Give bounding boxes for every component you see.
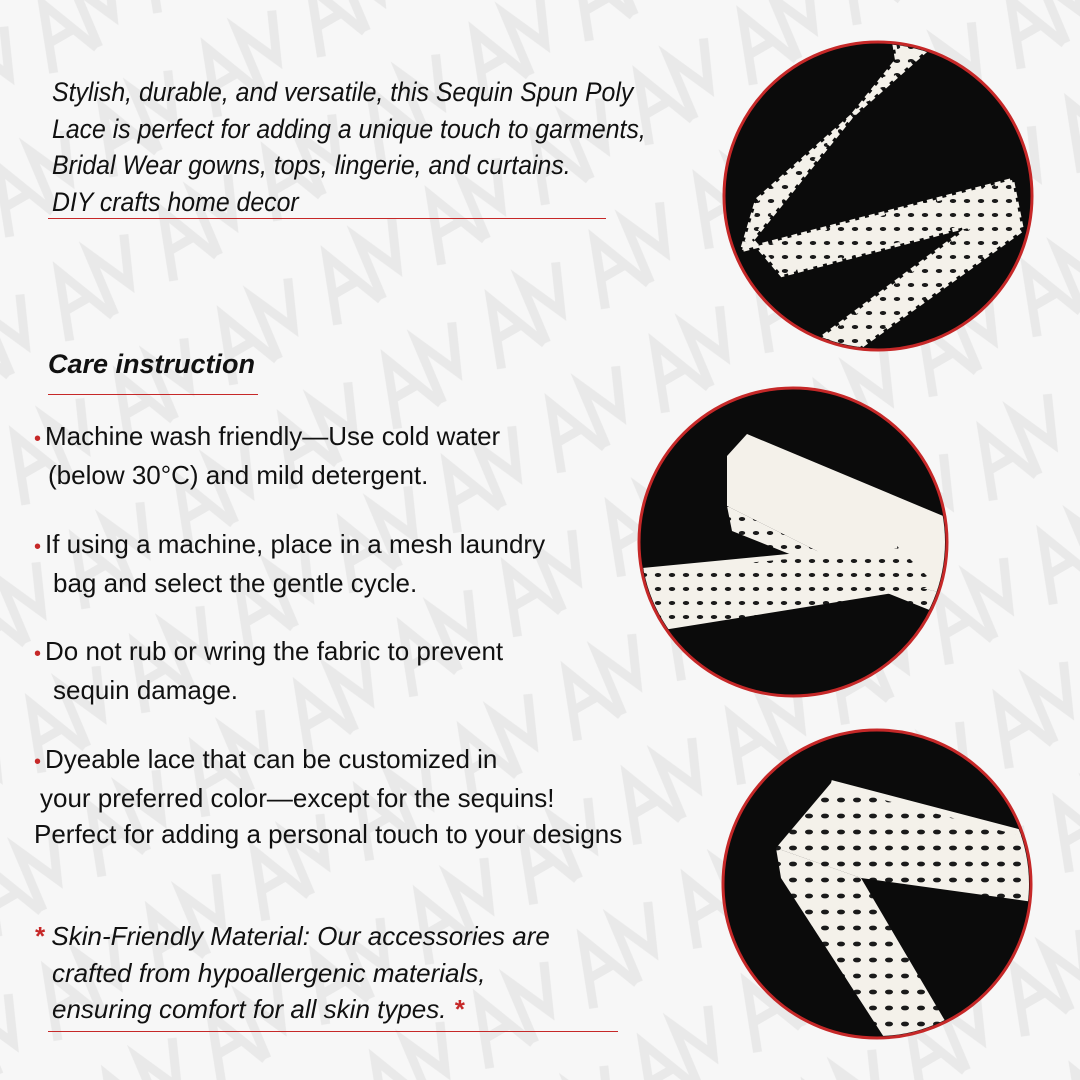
bullet-icon: • [34,428,42,450]
description-line: Bridal Wear gowns, tops, lingerie, and curtains. [52,150,571,180]
care-item-text: your preferred color—except for the sequins! [40,783,555,813]
lace-angled-photo [721,728,1033,1040]
lace-zigzag-photo [722,40,1034,352]
care-item-text: If using a machine, place in a mesh laundry [45,529,546,559]
care-item-text: bag and select the gentle cycle. [53,568,418,598]
skin-friendly-note [34,918,550,1028]
description-line: Lace is perfect for adding a unique touch to garments, [52,113,646,144]
care-item-text: Do not rub or wring the fabric to prevent [45,636,504,666]
care-item-text: Dyeable lace that can be customized in [45,744,498,774]
care-item-text: (below 30°C) and mild detergent. [48,460,429,490]
care-item-text: Perfect for adding a personal touch to your designs [34,819,623,849]
lace-folded-image [637,386,949,698]
care-item-text: Machine wash friendly—Use cold water [45,421,501,451]
lace-zigzag-image [722,40,1034,352]
description-line: Stylish, durable, and versatile, this Sequin Spun Poly [52,77,634,107]
care-item-mesh-bag [34,526,545,601]
skin-note-text: crafted from hypoallergenic materials, [52,957,486,988]
product-description [52,74,646,220]
heading-underline [48,394,258,395]
asterisk-icon: * [453,994,464,1024]
care-item-dyeable [34,741,622,852]
skin-note-divider [48,1031,618,1032]
care-instruction-heading: Care instruction [48,349,256,379]
lace-folded-photo [637,386,949,698]
skin-note-text: ensuring comfort for all skin types. [52,994,447,1024]
care-item-no-wring [34,633,503,708]
care-item-wash [34,418,500,493]
description-divider [48,218,606,219]
care-item-text: sequin damage. [53,675,239,705]
bullet-icon: • [34,536,42,558]
lace-angled-image [721,728,1033,1040]
bullet-icon: • [34,751,42,773]
asterisk-icon: * [34,921,45,951]
description-line: DIY crafts home decor [52,186,299,217]
bullet-icon: • [34,643,42,665]
skin-note-text: Skin-Friendly Material: Our accessories are [51,921,550,951]
